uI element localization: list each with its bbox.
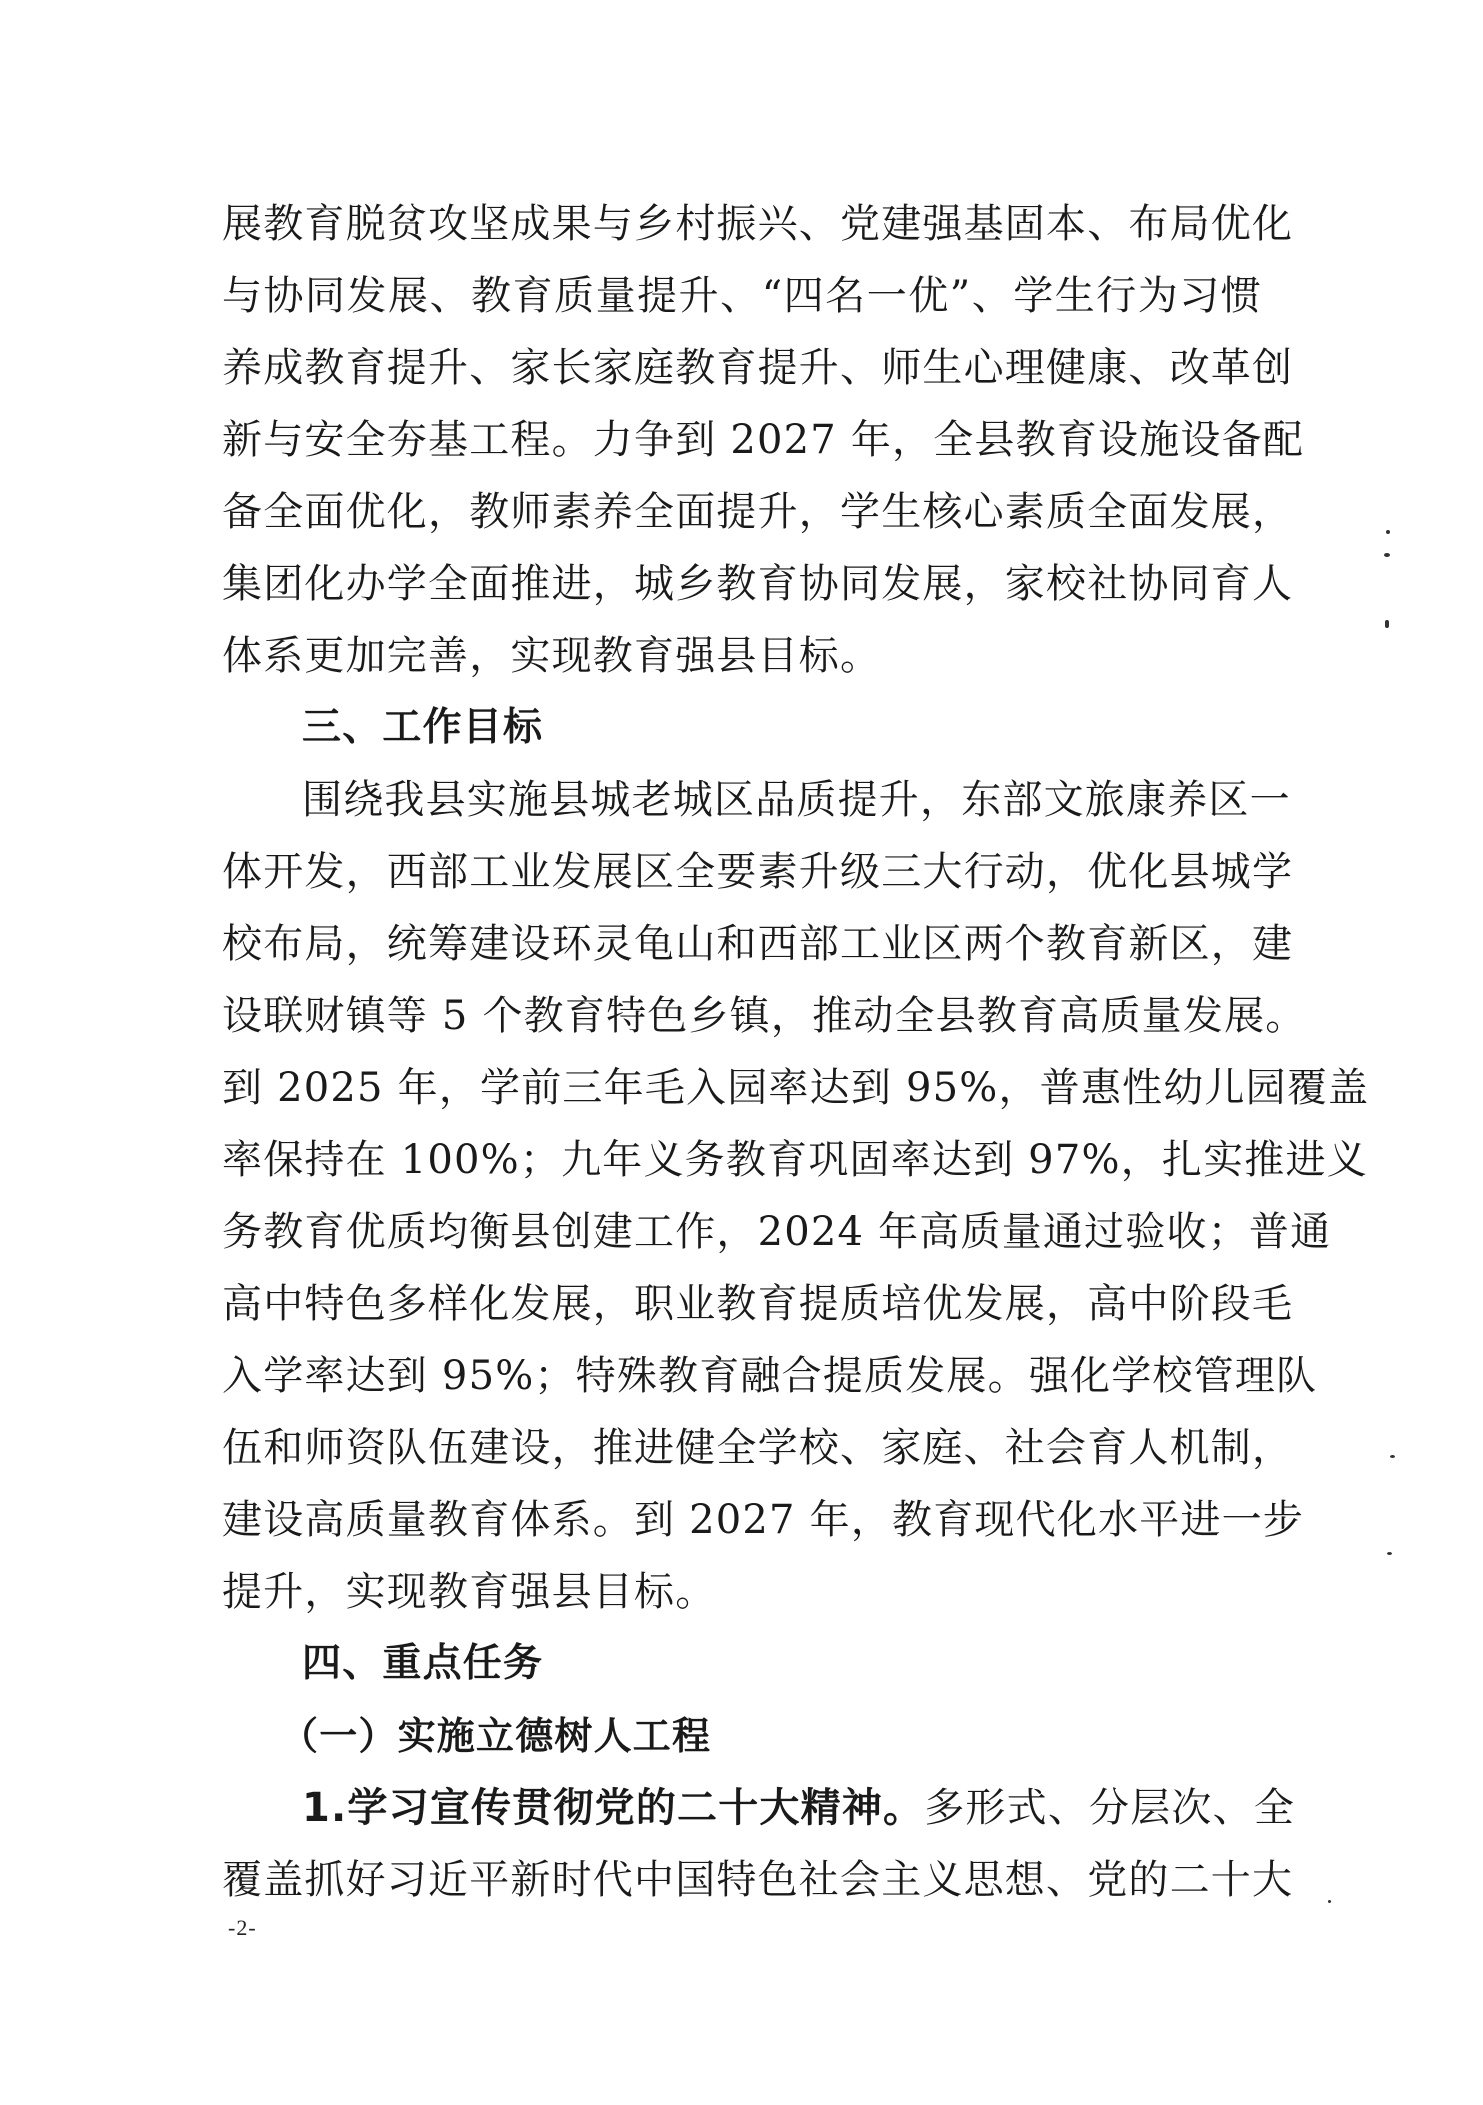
body-line: 围绕我县实施县城老城区品质提升，东部文旅康养区一	[302, 777, 1291, 823]
body-line: 建设高质量教育体系。到 2027 年，教育现代化水平进一步	[222, 1497, 1305, 1543]
item-first-line	[222, 1772, 1296, 1844]
item-lead: 1.学习宣传贯彻党的二十大精神。	[302, 1785, 925, 1831]
body-line: 提升，实现教育强县目标。	[222, 1569, 717, 1615]
scan-speck	[1390, 1455, 1395, 1458]
body-line: 入学率达到 95%；特殊教育融合提质发展。强化学校管理队	[222, 1353, 1318, 1399]
body-line: 备全面优化，教师素养全面提升，学生核心素质全面发展，	[222, 489, 1294, 535]
body-line: 与协同发展、教育质量提升、“四名一优”、学生行为习惯	[222, 273, 1262, 319]
scan-speck	[1386, 530, 1390, 534]
body-line: 体系更加完善，实现教育强县目标。	[222, 633, 882, 679]
document-body	[222, 188, 1370, 1916]
section-heading-key-tasks: 四、重点任务	[302, 1641, 544, 1686]
subsection-heading: （一）实施立德树人工程	[280, 1714, 712, 1758]
scan-speck	[1328, 1900, 1331, 1903]
body-line: 设联财镇等 5 个教育特色乡镇，推动全县教育高质量发展。	[222, 993, 1307, 1039]
body-line: 务教育优质均衡县创建工作，2024 年高质量通过验收；普通	[222, 1209, 1332, 1255]
scan-speck	[1387, 1552, 1392, 1555]
body-line: 率保持在 100%；九年义务教育巩固率达到 97%，扎实推进义	[222, 1137, 1368, 1183]
scan-speck	[1384, 553, 1390, 557]
body-line: 高中特色多样化发展，职业教育提质培优发展，高中阶段毛	[222, 1281, 1294, 1327]
body-line: 集团化办学全面推进，城乡教育协同发展，家校社协同育人	[222, 561, 1294, 607]
scan-speck	[1385, 620, 1389, 628]
body-line: 校布局，统筹建设环灵龟山和西部工业区两个教育新区，建	[222, 921, 1294, 967]
body-line: 新与安全夯基工程。力争到 2027 年，全县教育设施设备配	[222, 417, 1305, 463]
section-heading-work-goals: 三、工作目标	[302, 705, 544, 750]
body-line: 覆盖抓好习近平新时代中国特色社会主义思想、党的二十大	[222, 1857, 1294, 1903]
body-line: 体开发，西部工业发展区全要素升级三大行动，优化县城学	[222, 849, 1294, 895]
page-number: -2-	[228, 1915, 257, 1940]
body-line: 养成教育提升、家长家庭教育提升、师生心理健康、改革创	[222, 345, 1294, 391]
body-line: 展教育脱贫攻坚成果与乡村振兴、党建强基固本、布局优化	[222, 201, 1294, 247]
body-line: 伍和师资队伍建设，推进健全学校、家庭、社会育人机制，	[222, 1425, 1294, 1471]
body-line: 到 2025 年，学前三年毛入园率达到 95%，普惠性幼儿园覆盖	[222, 1065, 1370, 1111]
item-text: 多形式、分层次、全	[924, 1785, 1296, 1831]
